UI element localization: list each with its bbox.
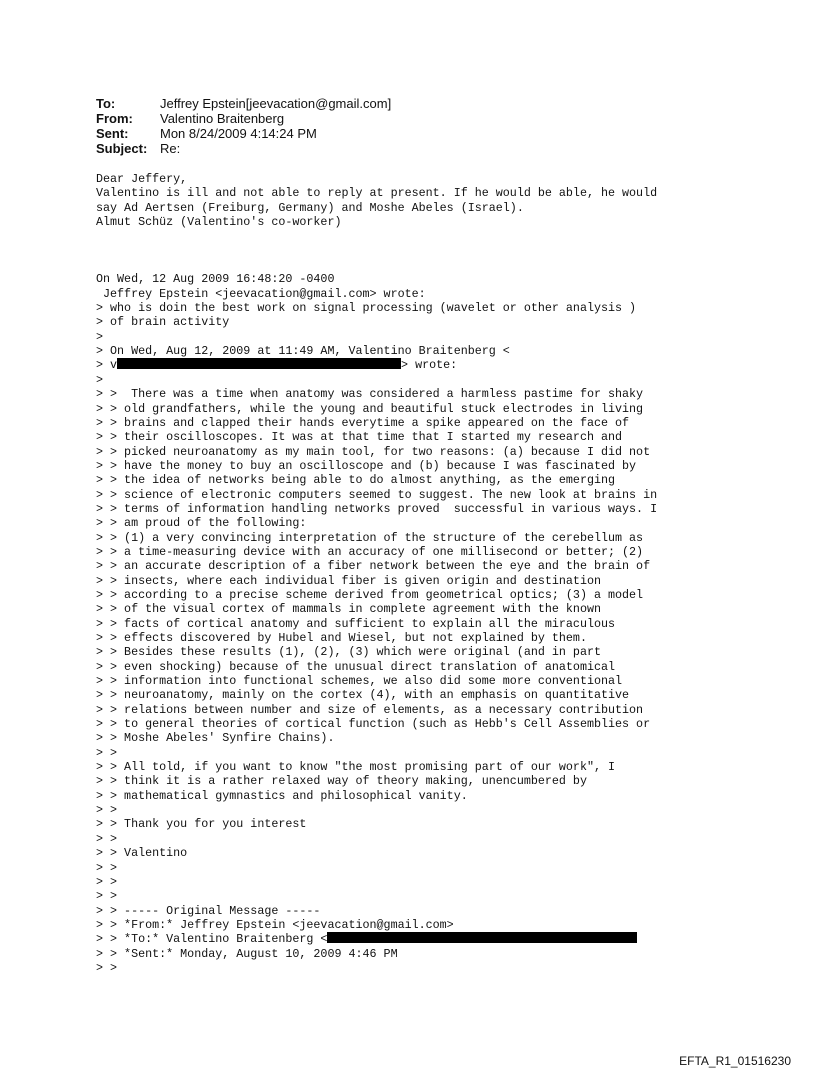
quoted-line: > > Moshe Abeles' Synfire Chains). (96, 731, 335, 746)
subject-value: Re: (160, 141, 181, 156)
quoted-line: > of brain activity (96, 315, 230, 330)
subject-row (96, 141, 391, 156)
body-line: say Ad Aertsen (Freiburg, Germany) and Moshe Abeles (Israel). (96, 200, 524, 215)
quoted-line: > > a time-measuring device with an accuracy of one millisecond or better; (2) (96, 544, 644, 559)
sent-value: Mon 8/24/2009 4:14:24 PM (160, 126, 317, 141)
body-line: Valentino is ill and not able to reply at present. If he would be able, he would (96, 186, 658, 201)
body-line: Almut Schüz (Valentino's co-worker) (96, 215, 342, 230)
quoted-line: > > There was a time when anatomy was considered a harmless pastime for shaky (96, 387, 644, 402)
quoted-line: > (96, 372, 104, 387)
quoted-date-line: On Wed, 12 Aug 2009 16:48:20 -0400 (96, 272, 335, 287)
quoted-line: > who is doin the best work on signal processing (wavelet or other analysis ) (96, 301, 637, 316)
redaction-bar (117, 358, 401, 369)
sent-row (96, 126, 391, 141)
to-row (96, 96, 391, 111)
quoted-line: > > old grandfathers, while the young and beautiful stuck electrodes in living (96, 401, 644, 416)
quoted-line: > wrote: (401, 358, 458, 373)
quoted-line: > > effects discovered by Hubel and Wiesel, but not explained by them. (96, 631, 587, 645)
quoted-line: > > (1) a very convincing interpretation of the structure of the cerebellum as (96, 530, 644, 545)
redaction-bar (327, 932, 637, 943)
quoted-line: > > the idea of networks being able to do almost anything, as the emerging (96, 473, 616, 488)
quoted-line: > > am proud of the following: (96, 516, 307, 531)
quoted-line: > > (96, 874, 118, 889)
quoted-line: > > relations between number and size of elements, as a necessary contribution (96, 702, 644, 717)
quoted-line: > > even shocking) because of the unusual direct translation of anatomical (96, 659, 616, 674)
quoted-line: > (96, 329, 104, 344)
quoted-line: > > think it is a rather relaxed way of theory making, unencumbered by (96, 774, 587, 789)
body-line: Dear Jeffery, (96, 172, 188, 186)
quoted-line: > > (96, 745, 118, 760)
quoted-line: > > Valentino (96, 846, 188, 861)
quoted-line: > > *From:* Jeffrey Epstein <jeevacation@gmail.com> (96, 917, 454, 932)
quoted-author-line: Jeffrey Epstein <jeevacation@gmail.com> wrote: (96, 286, 426, 301)
quoted-line: > > their oscilloscopes. It was at that time that I started my research and (96, 430, 623, 445)
email-body (96, 172, 657, 975)
quoted-line: > On Wed, Aug 12, 2009 at 11:49 AM, Valentino Braitenberg < (96, 344, 510, 359)
from-value: Valentino Braitenberg (160, 111, 285, 126)
quoted-line: > > insects, where each individual fiber is given origin and destination (96, 573, 601, 588)
quoted-line: > > facts of cortical anatomy and sufficient to explain all the miraculous (96, 616, 616, 631)
quoted-line: > > have the money to buy an oscilloscope and (b) because I was fascinated by (96, 458, 637, 473)
quoted-line: > > (96, 889, 118, 904)
from-row (96, 111, 391, 126)
quoted-line: > v (96, 358, 118, 373)
from-label: From: (96, 111, 133, 126)
quoted-line: > > *To:* Valentino Braitenberg < (96, 932, 328, 947)
quoted-line: > > science of electronic computers seemed to suggest. The new look at brains in (96, 487, 658, 502)
quoted-line: > > (96, 803, 118, 818)
quoted-line: > > terms of information handling networks proved successful in various ways. I (96, 501, 658, 516)
quoted-line: > > to general theories of cortical function (such as Hebb's Cell Assemblies or (96, 717, 651, 732)
quoted-line: > > (96, 960, 118, 975)
quoted-line: > > All told, if you want to know "the most promising part of our work", I (96, 760, 616, 775)
quoted-line: > > picked neuroanatomy as my main tool, for two reasons: (a) because I did not (96, 444, 651, 459)
quoted-line: > > Thank you for you interest (96, 817, 307, 832)
to-value: Jeffrey Epstein[jeevacation@gmail.com] (160, 96, 392, 111)
quoted-line: > > ----- Original Message ----- (96, 903, 321, 918)
quoted-line: > > (96, 831, 118, 846)
quoted-line: > > according to a precise scheme derived from geometrical optics; (3) a model (96, 587, 644, 602)
quoted-line: > > neuroanatomy, mainly on the cortex (4), with an emphasis on quantitative (96, 688, 630, 703)
subject-label: Subject: (96, 141, 148, 156)
sent-label: Sent: (96, 126, 129, 141)
quoted-line: > > (96, 860, 118, 875)
quoted-line: > > mathematical gymnastics and philosophical vanity. (96, 788, 468, 803)
quoted-line: > > information into functional schemes, we also did some more conventional (96, 674, 623, 689)
to-label: To: (96, 96, 116, 111)
quoted-line: > > *Sent:* Monday, August 10, 2009 4:46 PM (96, 946, 398, 961)
quoted-line: > > an accurate description of a fiber network between the eye and the brain of (96, 559, 651, 574)
email-header (96, 96, 391, 156)
quoted-line: > > brains and clapped their hands everytime a spike appeared on the face of (96, 415, 630, 430)
document-id: EFTA_R1_01516230 (679, 1054, 791, 1068)
quoted-line: > > Besides these results (1), (2), (3) which were original (and in part (96, 645, 601, 660)
quoted-line: > > of the visual cortex of mammals in complete agreement with the known (96, 602, 601, 617)
